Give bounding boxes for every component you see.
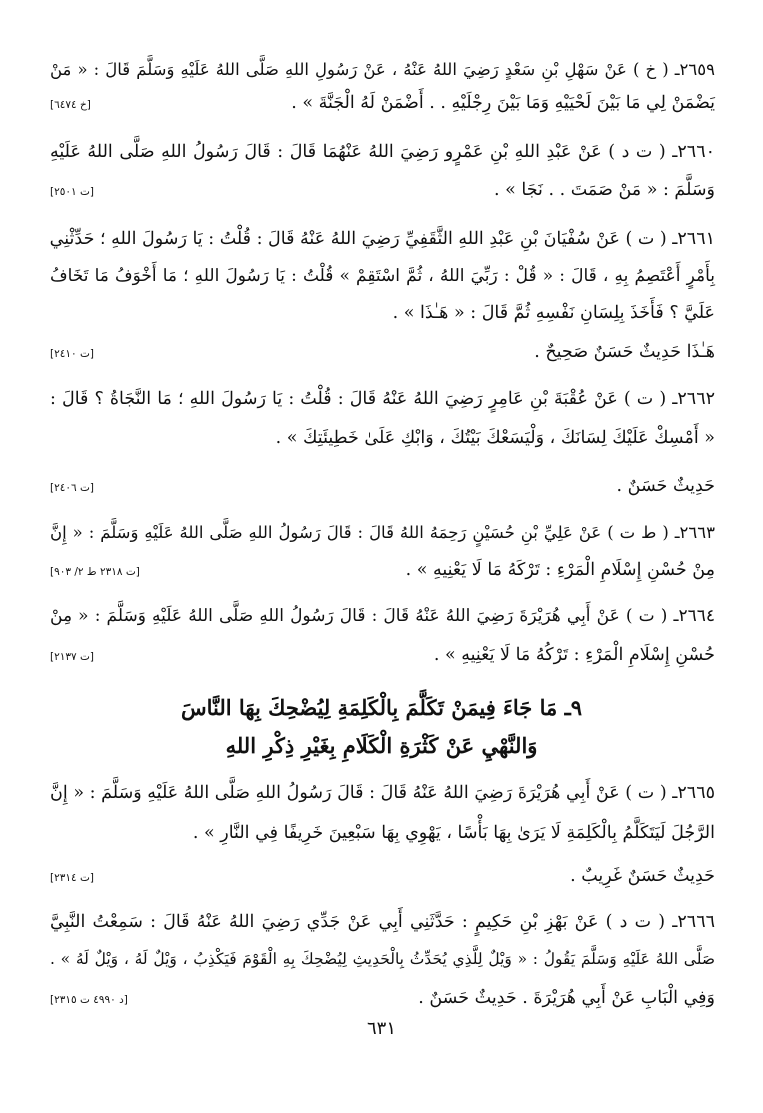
hadith-text: ٢٦٥٩ـ ( خ ) عَنْ سَهْلِ بْنِ سَعْدٍ رَضِيَ اللهُ عَنْهُ ، عَنْ رَسُولِ اللهِ صَلَّى اللهُ عَلَيْهِ وَسَلَّمَ قَالَ : « مَنْ: [50, 60, 715, 79]
hadith-2660-line-2: [50, 180, 715, 201]
hadith-2659-line-2: [50, 93, 715, 114]
hadith-grading: هَـٰذَا حَدِيثٌ حَسَنٌ صَحِيحٌ .: [534, 342, 715, 362]
hadith-text: ٢٦٦٣ـ ( ط ت ) عَنْ عَلِيِّ بْنِ حُسَيْنٍ رَحِمَهُ اللهُ قَالَ : قَالَ رَسُولُ اللهِ صَلَّى اللهُ عَلَيْهِ وَسَلَّمَ : « إِنَّ: [50, 523, 715, 542]
hadith-text: يَضْمَنْ لِي مَا بَيْنَ لَحْيَيْهِ وَمَا بَيْنَ رِجْلَيْهِ . . أَضْمَنْ لَهُ الْجَنَّةَ » .: [291, 93, 715, 113]
hadith-2662-line-2: [50, 428, 715, 449]
hadith-2661-line-1: [50, 229, 715, 250]
hadith-text: ٢٦٦٦ـ ( ت د ) عَنْ بَهْزِ بْنِ حَكِيمٍ : حَدَّثَنِي أَبِي عَنْ جَدِّي رَضِيَ اللهُ عَنْهُ قَالَ : سَمِعْتُ النَّبِيَّ: [50, 912, 715, 932]
chapter-heading-line-2: وَالنَّهْيِ عَنْ كَثْرَةِ الْكَلَامِ بِغَيْرِ ذِكْرِ اللهِ: [225, 733, 538, 758]
hadith-2661-line-2: [50, 266, 715, 286]
source-reference: [د ٤٩٩٠ ت ٢٣١٥]: [50, 994, 128, 1006]
hadith-2659-line-1: [50, 60, 715, 80]
hadith-2666-line-1: [50, 912, 715, 933]
hadith-text: « أَمْسِكْ عَلَيْكَ لِسَانَكَ ، وَلْيَسَعْكَ بَيْتُكَ ، وَابْكِ عَلَىٰ خَطِيئَتِكَ » .: [275, 428, 715, 448]
hadith-text: ٢٦٦٠ـ ( ت د ) عَنْ عَبْدِ اللهِ بْنِ عَمْرٍو رَضِيَ اللهُ عَنْهُمَا قَالَ : قَالَ رَسُولُ اللهِ صَلَّى اللهُ عَلَيْهِ: [50, 142, 715, 162]
hadith-text: الرَّجُلَ لَيَتَكَلَّمُ بِالْكَلِمَةِ لَا يَرَىٰ بِهَا بَأْسًا ، يَهْوِي بِهَا سَبْعِينَ خَرِيفًا فِي النَّارِ » .: [192, 823, 715, 843]
hadith-2664-line-1: [50, 606, 715, 626]
hadith-2666-line-2: [50, 950, 715, 969]
hadith-text: ٢٦٦١ـ ( ت ) عَنْ سُفْيَانَ بْنِ عَبْدِ اللهِ الثَّقَفِيِّ رَضِيَ اللهُ عَنْهُ قَالَ : قُلْتُ : يَا رَسُولَ اللهِ ؛ حَدِّثْنِي: [49, 229, 715, 249]
hadith-text: عَلَيَّ ؟ فَأَخَذَ بِلِسَانِ نَفْسِهِ ثُمَّ قَالَ : « هَـٰذَا » .: [392, 303, 715, 323]
source-reference: [ت ٢١٣٧]: [50, 651, 94, 663]
source-reference: [ت ٢٥٠١]: [50, 186, 94, 198]
hadith-grading: حَدِيثٌ حَسَنٌ .: [616, 476, 715, 496]
source-reference: [ت ٢٤١٠]: [50, 348, 94, 360]
hadith-grading: حَدِيثٌ حَسَنٌ غَرِيبٌ .: [570, 866, 715, 886]
hadith-text: ٢٦٦٢ـ ( ت ) عَنْ عُقْبَةَ بْنِ عَامِرٍ رَضِيَ اللهُ عَنْهُ قَالَ : قُلْتُ : يَا رَسُولَ اللهِ ؛ مَا النَّجَاةُ ؟ قَالَ :: [50, 389, 715, 409]
hadith-text: بِأَمْرٍ أَعْتَصِمُ بِهِ ، قَالَ : « قُلْ : رَبِّيَ اللهُ ، ثُمَّ اسْتَقِمْ » قُلْتُ : يَا رَسُولَ اللهِ ؛ مَا أَخْوَفُ مَا تَخَافُ: [50, 266, 715, 286]
page-number: ٦٣١: [366, 1018, 396, 1039]
hadith-text: ٢٦٦٤ـ ( ت ) عَنْ أَبِي هُرَيْرَةَ رَضِيَ اللهُ عَنْهُ قَالَ : قَالَ رَسُولُ اللهِ صَلَّى اللهُ عَلَيْهِ وَسَلَّمَ : « مِنْ: [50, 606, 715, 626]
hadith-2665-grading: [50, 866, 715, 887]
hadith-2661-line-3: [50, 303, 715, 324]
source-reference: [خ ٦٤٧٤]: [50, 99, 91, 111]
source-reference: [ت ٢٣١٤]: [50, 872, 94, 884]
hadith-2665-line-2: [50, 823, 715, 844]
hadith-text: ٢٦٦٥ـ ( ت ) عَنْ أَبِي هُرَيْرَةَ رَضِيَ اللهُ عَنْهُ قَالَ : قَالَ رَسُولُ اللهِ صَلَّى اللهُ عَلَيْهِ وَسَلَّمَ : « إِنَّ: [50, 783, 715, 803]
hadith-2662-grading: [50, 476, 715, 497]
hadith-2664-line-2: [50, 645, 715, 666]
hadith-2663-line-1: [50, 523, 715, 543]
source-reference: [ت ٢٤٠٦]: [50, 482, 94, 494]
hadith-2662-line-1: [50, 389, 715, 410]
hadith-2661-grading: [50, 342, 715, 363]
hadith-2663-line-2: [50, 560, 715, 581]
hadith-text: مِنْ حُسْنِ إِسْلَامِ الْمَرْءِ : تَرْكَهُ مَا لَا يَعْنِيهِ » .: [405, 560, 715, 580]
hadith-2660-line-1: [50, 142, 715, 163]
hadith-text: حُسْنِ إِسْلَامِ الْمَرْءِ : تَرْكُهُ مَا لَا يَعْنِيهِ » .: [433, 645, 715, 665]
hadith-text: وَسَلَّمَ : « مَنْ صَمَتَ . . نَجَا » .: [494, 180, 715, 200]
chapter-heading-line-1: ٩ـ مَا جَاءَ فِيمَنْ تَكَلَّمَ بِالْكَلِمَةِ لِيُضْحِكَ بِهَا النَّاسَ: [180, 695, 582, 720]
hadith-2666-line-3: [50, 988, 715, 1009]
source-reference: [ت ٢٣١٨ ط ٢/ ٩٠٣]: [50, 566, 140, 578]
hadith-text: صَلَّى اللهُ عَلَيْهِ وَسَلَّمَ يَقُولُ : « وَيْلٌ لِلَّذِي يُحَدِّثُ بِالْحَدِيثِ لِيُضْحِكَ بِهِ الْقَوْمَ فَيَكْذِبُ ، وَيْلٌ لَهُ ، وَيْلٌ لَهُ » .: [50, 950, 715, 968]
hadith-text: وَفِي الْبَابِ عَنْ أَبِي هُرَيْرَةَ . حَدِيثٌ حَسَنٌ .: [418, 988, 715, 1008]
hadith-2665-line-1: [50, 783, 715, 804]
